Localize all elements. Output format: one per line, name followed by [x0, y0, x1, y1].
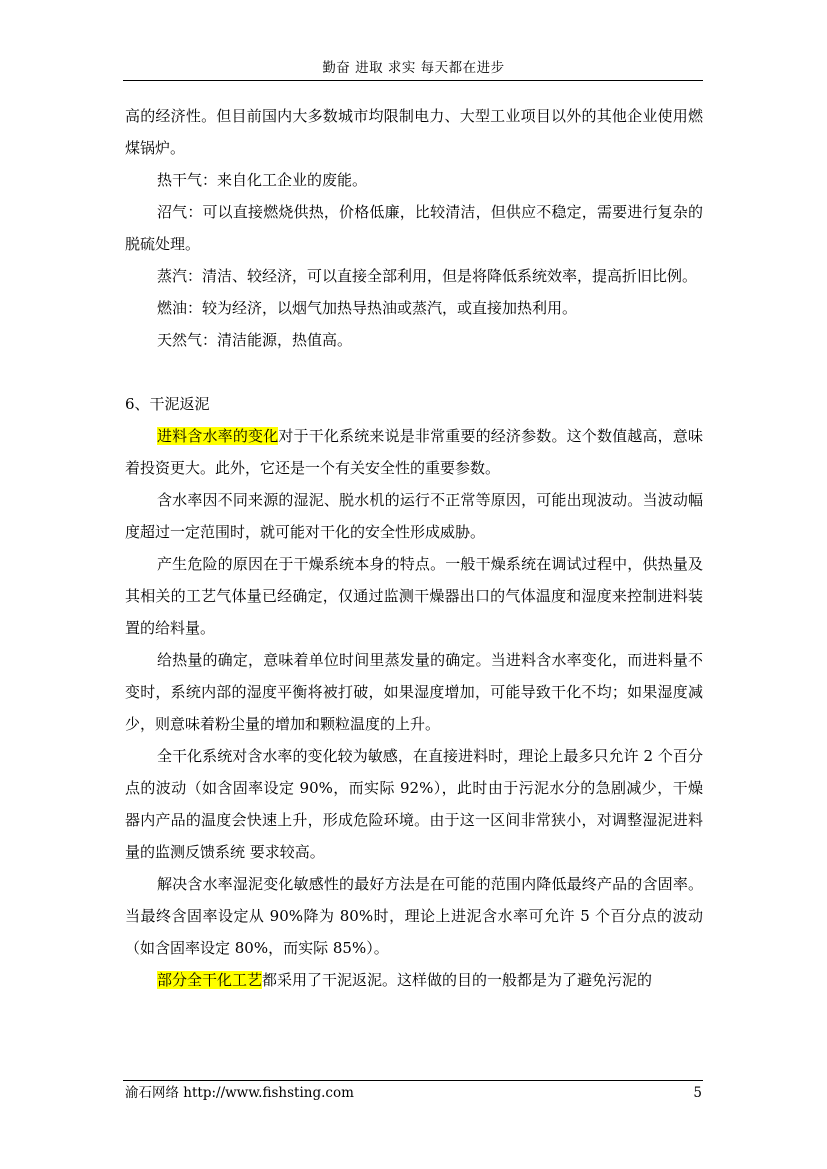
paragraph-text: 对于干化系统来说是非常重要的经济参数。这个数值越高，意味着投资更大。此外，它还是一个有关安全性的重要参数。 — [125, 427, 703, 477]
paragraph-danger-cause: 产生危险的原因在于干燥系统本身的特点。一般干燥系统在调试过程中，供热量及其相关的工艺气体量已经确定，仅通过监测干燥器出口的气体温度和湿度来控制进料装置的给料量。 — [125, 555, 703, 637]
page-number: 5 — [693, 1085, 702, 1101]
highlighted-phrase: 部分全干化工艺 — [157, 971, 263, 989]
page-header: 勤奋 进取 求实 每天都在进步 — [322, 60, 505, 76]
paragraph-text: 都采用了干泥返泥。这样做的目的一般都是为了避免污泥的 — [262, 971, 653, 989]
paragraph-continuation: 高的经济性。但目前国内大多数城市均限制电力、大型工业项目以外的其他企业使用燃煤锅炉。 — [125, 107, 703, 157]
paragraph-steam: 蒸汽：清洁、较经济，可以直接全部利用，但是将降低系统效率，提高折旧比例。 — [157, 267, 698, 285]
paragraph-fuel-oil: 燃油：较为经济，以烟气加热导热油或蒸汽，或直接加热利用。 — [157, 299, 578, 317]
paragraph-heat-supply: 给热量的确定，意味着单位时间里蒸发量的确定。当进料含水率变化，而进料量不变时，系统内部的湿度平衡将被打破，如果湿度增加，可能导致干化不均；如果湿度减少，则意味着粉尘量的增加和颗粒温度的上升。 — [125, 651, 703, 733]
header-divider — [123, 80, 703, 81]
document-body — [125, 100, 703, 996]
footer-divider — [123, 1080, 703, 1081]
paragraph-hot-dry-gas: 热干气：来自化工企业的废能。 — [157, 171, 368, 189]
paragraph-moisture-fluctuation: 含水率因不同来源的湿泥、脱水机的运行不正常等原因，可能出现波动。当波动幅度超过一定范围时，就可能对干化的安全性形成威胁。 — [125, 491, 703, 541]
paragraph-natural-gas: 天然气：清洁能源，热值高。 — [157, 331, 353, 349]
highlighted-phrase: 进料含水率的变化 — [157, 427, 279, 445]
section-heading: 6、干泥返泥 — [125, 395, 210, 413]
paragraph-full-drying: 全干化系统对含水率的变化较为敏感，在直接进料时，理论上最多只允许 2 个百分点的波动（如含固率设定 90%，而实际 92%），此时由于污泥水分的急剧减少，干燥器内产品的温度会快速上升，形成危险环境。由于这一区间非常狭小，对调整湿泥进料量的监测反馈系统 要求较高。 — [125, 747, 703, 861]
paragraph-feed-moisture — [125, 420, 703, 484]
footer-source: 渝石网络 http://www.fishsting.com — [125, 1085, 354, 1101]
paragraph-biogas: 沼气：可以直接燃烧供热，价格低廉，比较清洁，但供应不稳定，需要进行复杂的脱硫处理。 — [125, 203, 703, 253]
paragraph-back-mixing — [125, 964, 703, 996]
paragraph-solution: 解决含水率湿泥变化敏感性的最好方法是在可能的范围内降低最终产品的含固率。当最终含固率设定从 90%降为 80%时，理论上进泥含水率可允许 5 个百分点的波动（如含固率设定 80%，而实际 85%）。 — [125, 875, 703, 957]
